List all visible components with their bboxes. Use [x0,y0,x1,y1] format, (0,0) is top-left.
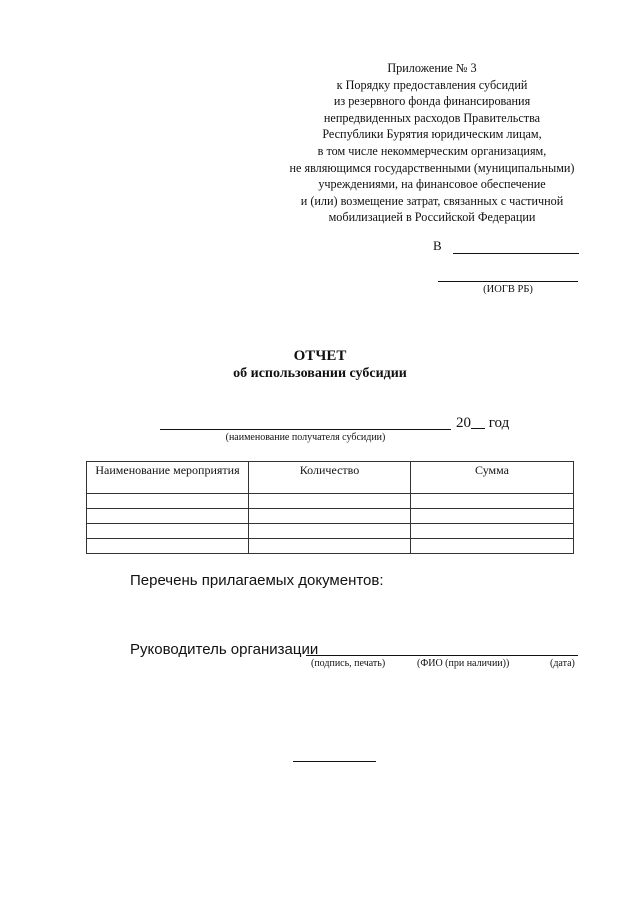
header-quantity: Количество [249,462,411,494]
appendix-line: из резервного фонда финансирования [333,94,531,109]
table-row [87,524,574,539]
table-row [87,509,574,524]
table-cell[interactable] [249,494,411,509]
footer-divider [293,761,376,762]
table-cell[interactable] [87,524,249,539]
header-amount: Сумма [411,462,574,494]
year-suffix: год [488,415,510,431]
signature-blank-line[interactable] [306,655,578,656]
table-cell[interactable] [411,524,574,539]
signature-caption: (подпись, печать) [311,658,386,669]
table-row [87,494,574,509]
appendix-line: Приложение № 3 [387,61,477,75]
addressee-caption: (ИОГВ РБ) [483,284,533,295]
recipient-name-blank[interactable] [160,429,451,430]
table-cell[interactable] [411,494,574,509]
table-cell[interactable] [249,524,411,539]
header-event-name: Наименование мероприятия [87,462,249,494]
year-blank[interactable] [471,414,485,429]
report-year [456,414,509,432]
document-subtitle: об использовании субсидии [233,366,407,381]
addressee-blank-line[interactable] [453,253,579,254]
attachments-label: Перечень прилагаемых документов: [130,572,384,589]
appendix-line: и (или) возмещение затрат, связанных с частичной [300,193,564,208]
appendix-line: к Порядку предоставления субсидий [336,77,528,92]
date-caption: (дата) [550,658,575,669]
table-cell[interactable] [249,509,411,524]
table-cell[interactable] [411,539,574,554]
appendix-block [262,60,602,226]
table-row [87,539,574,554]
name-caption: (ФИО (при наличии)) [417,658,510,669]
appendix-line: в том числе некоммерческим организациям, [317,143,547,158]
report-table [86,461,574,554]
table-cell[interactable] [87,494,249,509]
table-cell[interactable] [87,539,249,554]
table-cell[interactable] [411,509,574,524]
appendix-line: Республики Бурятия юридическим лицам, [322,127,542,142]
document-title: ОТЧЕТ [293,348,347,364]
appendix-line: непредвиденных расходов Правительства [323,110,541,125]
recipient-caption: (наименование получателя субсидии) [225,432,386,443]
table-cell[interactable] [87,509,249,524]
table-cell[interactable] [249,539,411,554]
addressee-prefix: В [433,238,442,253]
signature-label: Руководитель организации [130,641,319,658]
addressee-second-blank-line[interactable] [438,281,578,282]
appendix-line: не являющимся государственными (муниципальными) [289,160,575,175]
table-header-row [87,462,574,494]
appendix-line: мобилизацией в Российской Федерации [328,210,536,225]
appendix-line: учреждениями, на финансовое обеспечение [318,177,546,192]
year-prefix: 20 [456,415,471,431]
